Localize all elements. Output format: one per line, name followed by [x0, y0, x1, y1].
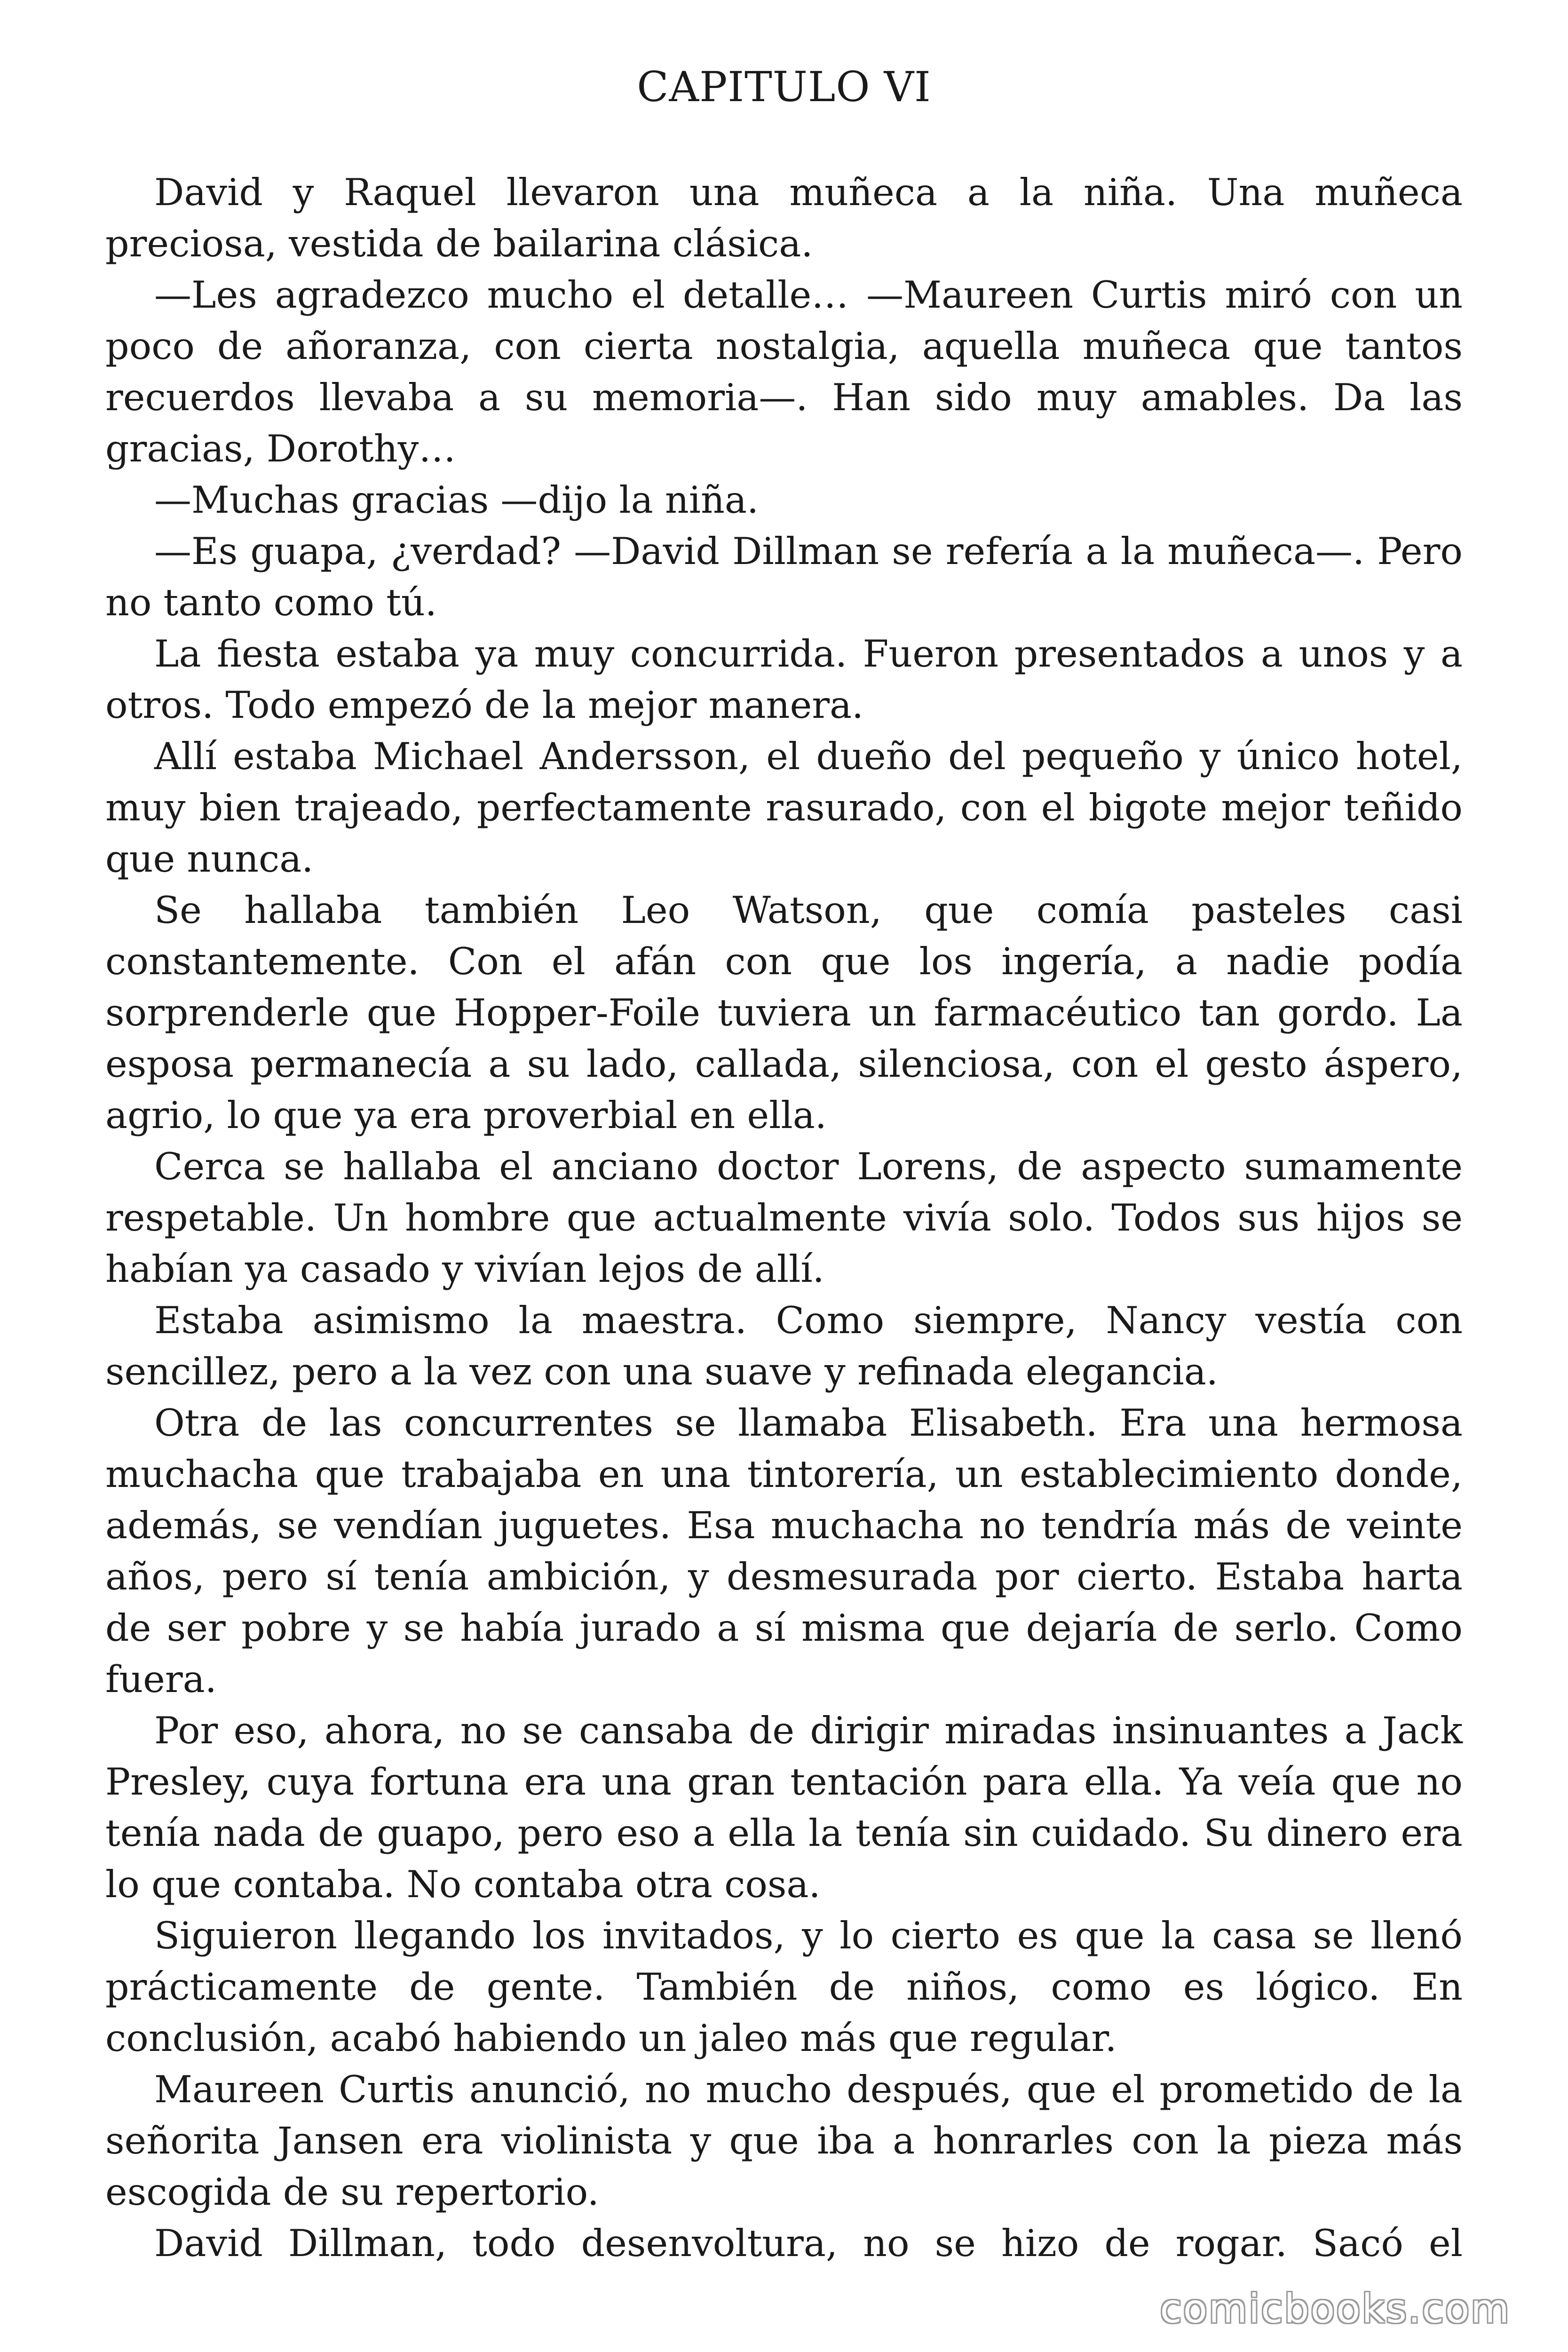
paragraph: David y Raquel llevaron una muñeca a la niña. Una muñeca preciosa, vestida de bailarina clásica.	[105, 171, 1463, 265]
paragraph: Allí estaba Michael Andersson, el dueño del pequeño y único hotel, muy bien trajeado, perfectamente rasurado, con el bigote mejor teñido que nunca.	[105, 735, 1463, 881]
paragraph: —Les agradezco mucho el detalle… —Maureen Curtis miró con un poco de añoranza, con cierta nostalgia, aquella muñeca que tantos recuerdos llevaba a su memoria—. Han sido muy amables. Da las gracias, Dorothy…	[105, 273, 1463, 470]
paragraph-continued: David Dillman, todo desenvoltura, no se hizo de rogar. Sacó el	[154, 2222, 1463, 2265]
paragraph: Se hallaba también Leo Watson, que comía pasteles casi constantemente. Con el afán con que los ingería, a nadie podía sorprenderle que Hopper-Foile tuviera un farmacéutico tan gordo. La esposa permanecía a su lado, callada, silenciosa, con el gesto áspero, agrio, lo que ya era proverbial en ella.	[105, 889, 1463, 1137]
paragraph: Estaba asimismo la maestra. Como siempre, Nancy vestía con sencillez, pero a la vez con una suave y refinada elegancia.	[105, 1299, 1463, 1393]
paragraph: Siguieron llegando los invitados, y lo cierto es que la casa se llenó prácticamente de gente. También de niños, como es lógico. En conclusión, acabó habiendo un jaleo más que regular.	[105, 1914, 1463, 2060]
paragraph: Maureen Curtis anunció, no mucho después, que el prometido de la señorita Jansen era violinista y que iba a honrarles con la pieza más escogida de su repertorio.	[105, 2068, 1463, 2214]
paragraph: La fiesta estaba ya muy concurrida. Fueron presentados a unos y a otros. Todo empezó de la mejor manera.	[105, 632, 1463, 727]
paragraph: —Es guapa, ¿verdad? —David Dillman se refería a la muñeca—. Pero no tanto como tú.	[105, 530, 1463, 624]
watermark: comicbooks.com	[1160, 2286, 1511, 2332]
chapter-title: CAPITULO VI	[637, 63, 931, 111]
paragraph: —Muchas gracias —dijo la niña.	[154, 478, 759, 522]
paragraph: Por eso, ahora, no se cansaba de dirigir miradas insinuantes a Jack Presley, cuya fortuna era una gran tentación para ella. Ya veía que no tenía nada de guapo, pero eso a ella la tenía sin cuidado. Su dinero era lo que contaba. No contaba otra cosa.	[105, 1709, 1463, 1906]
paragraph: Cerca se hallaba el anciano doctor Lorens, de aspecto sumamente respetable. Un hombre que actualmente vivía solo. Todos sus hijos se habían ya casado y vivían lejos de allí.	[105, 1145, 1463, 1291]
chapter-text	[105, 167, 1463, 2269]
paragraph: Otra de las concurrentes se llamaba Elisabeth. Era una hermosa muchacha que trabajaba en una tintorería, un establecimiento donde, además, se vendían juguetes. Esa muchacha no tendría más de veinte años, pero sí tenía ambición, y desmesurada por cierto. Estaba harta de ser pobre y se había jurado a sí misma que dejaría de serlo. Como fuera.	[105, 1401, 1463, 1701]
